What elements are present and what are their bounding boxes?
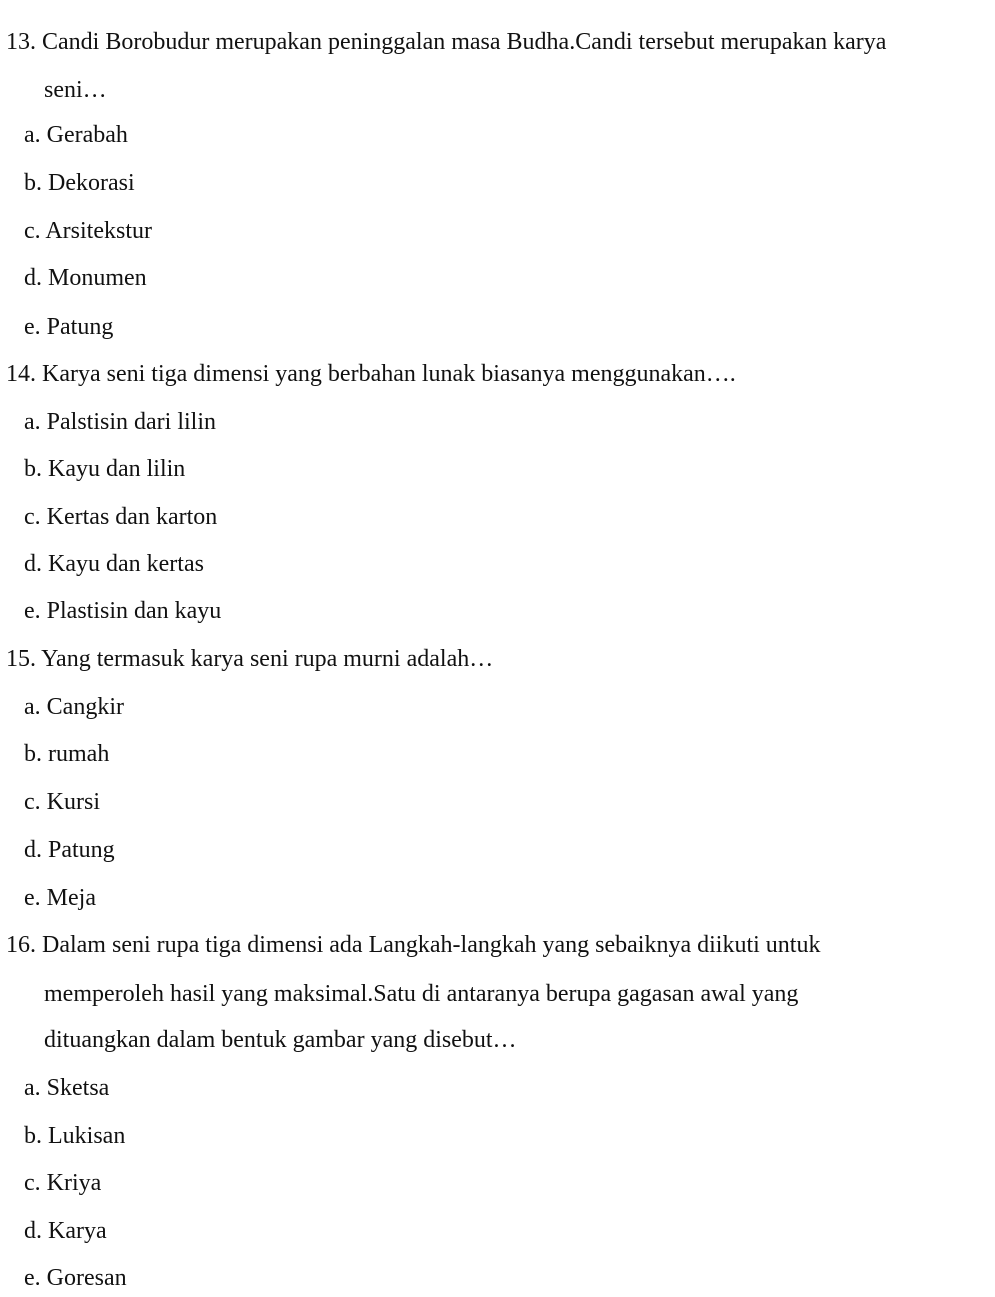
question-15-text: 15. Yang termasuk karya seni rupa murni adalah… (6, 646, 494, 672)
question-16-text-continued-2: dituangkan dalam bentuk gambar yang disebut… (44, 1027, 517, 1053)
question-13-text-continued: seni… (44, 77, 107, 103)
question-14-text: 14. Karya seni tiga dimensi yang berbahan lunak biasanya menggunakan…. (6, 361, 736, 387)
question-16-option-e: e. Goresan (24, 1265, 127, 1291)
question-16-option-b: b. Lukisan (24, 1123, 126, 1149)
question-15-option-c: c. Kursi (24, 789, 100, 815)
question-16-text: 16. Dalam seni rupa tiga dimensi ada Langkah-langkah yang sebaiknya diikuti untuk (6, 932, 821, 958)
question-13-option-a: a. Gerabah (24, 122, 128, 148)
question-14-option-e: e. Plastisin dan kayu (24, 598, 222, 624)
question-16-option-c: c. Kriya (24, 1170, 102, 1196)
question-16-option-d: d. Karya (24, 1218, 107, 1244)
question-15-option-d: d. Patung (24, 837, 115, 863)
question-13-option-d: d. Monumen (24, 265, 147, 291)
question-14-option-a: a. Palstisin dari lilin (24, 409, 216, 435)
question-13-option-b: b. Dekorasi (24, 170, 135, 196)
question-14-option-d: d. Kayu dan kertas (24, 551, 204, 577)
question-16-text-continued-1: memperoleh hasil yang maksimal.Satu di antaranya berupa gagasan awal yang (44, 981, 799, 1007)
question-15-option-a: a. Cangkir (24, 694, 124, 720)
question-13-option-e: e. Patung (24, 314, 114, 340)
question-16-option-a: a. Sketsa (24, 1075, 110, 1101)
question-14-option-c: c. Kertas dan karton (24, 504, 218, 530)
question-13-option-c: c. Arsitekstur (24, 218, 152, 244)
question-15-option-e: e. Meja (24, 885, 96, 911)
question-13-text: 13. Candi Borobudur merupakan peninggalan masa Budha.Candi tersebut merupakan karya (6, 29, 887, 55)
question-14-option-b: b. Kayu dan lilin (24, 456, 186, 482)
question-15-option-b: b. rumah (24, 741, 110, 767)
